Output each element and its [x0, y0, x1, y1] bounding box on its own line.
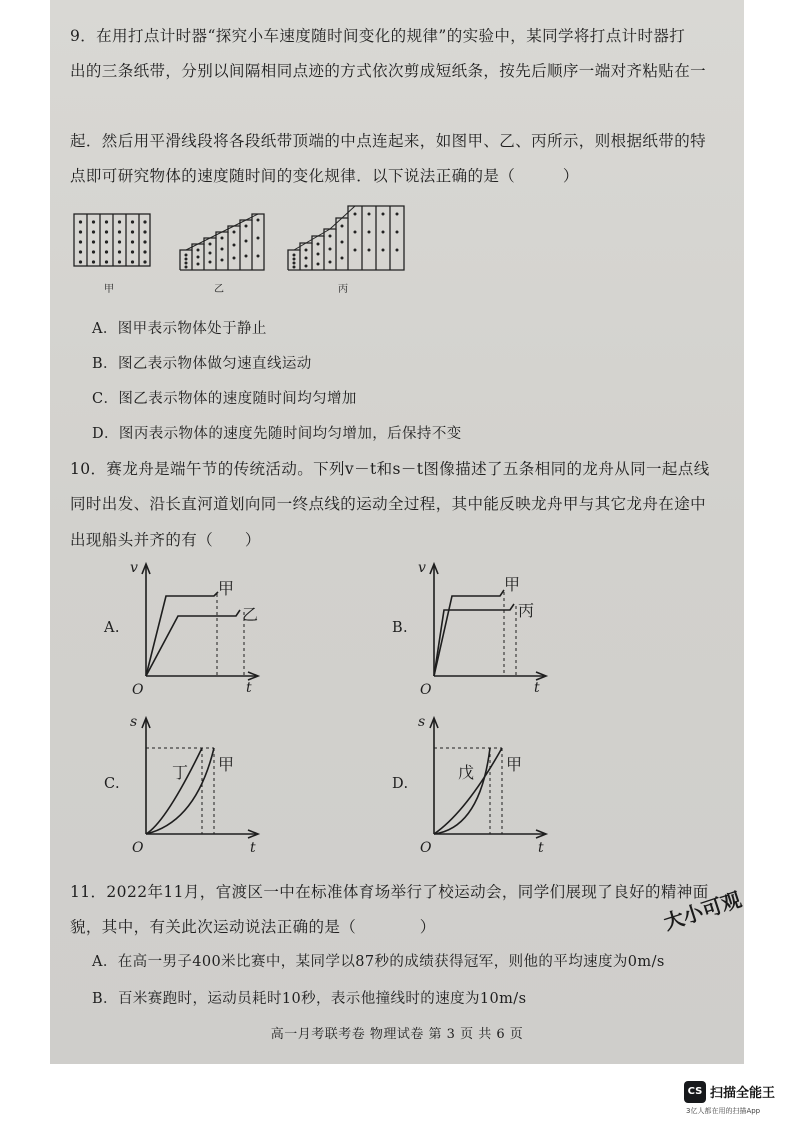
q9-line-3: 起．然后用平滑线段将各段纸带顶端的中点连起来，如图甲、乙、丙所示，则根据纸带的特 — [70, 132, 707, 150]
camscanner-name: 扫描全能王 — [710, 1086, 776, 1101]
graph-b-vt — [414, 558, 554, 698]
q10-line-3: 出现船头并齐的有（ ） — [70, 531, 261, 549]
graph-b-x-label: t — [534, 680, 540, 696]
q9-line-1: 9．在用打点计时器“探究小车速度随时间变化的规律”的实验中，某同学将打点计时器打 — [70, 27, 686, 45]
graph-d-curve-jia: 甲 — [506, 755, 523, 774]
graph-a-origin: O — [132, 682, 144, 698]
handwritten-note: 大小可观 — [660, 887, 745, 935]
graph-c-x-label: t — [250, 840, 256, 856]
graph-c-curve-ding: 丁 — [172, 763, 189, 782]
tape-dot — [131, 230, 134, 233]
paper-tape-figure-yi — [178, 208, 270, 272]
tape-dot — [131, 260, 134, 263]
tape-dot — [118, 240, 121, 243]
q11-line-2: 貌，其中，有关此次运动说法正确的是（ ） — [70, 918, 436, 936]
graph-a-y-label: v — [130, 560, 138, 576]
paper-tape-figure-jia — [72, 212, 156, 272]
tape-dot — [118, 260, 121, 263]
tape-dot — [79, 240, 82, 243]
graph-a-x-label: t — [246, 680, 252, 696]
tape-dot — [92, 230, 95, 233]
tape-dot — [92, 260, 95, 263]
q9-option-c: C．图乙表示物体的速度随时间均匀增加 — [92, 391, 357, 407]
tape-dot — [118, 250, 121, 253]
tape-dot — [143, 260, 146, 263]
q10-option-c-label: C. — [104, 776, 120, 792]
tape-dot — [143, 230, 146, 233]
q10-option-d-label: D. — [392, 776, 409, 792]
tape-dot — [92, 240, 95, 243]
graph-d-curve-wu: 戊 — [458, 763, 475, 782]
fig-label-jia: 甲 — [104, 284, 115, 295]
graph-d-x-label: t — [538, 840, 544, 856]
fig-label-yi: 乙 — [214, 284, 225, 295]
graph-a-curve-jia: 甲 — [218, 579, 235, 598]
q10-line-1: 10．赛龙舟是端午节的传统活动。下列v－t和s－t图像描述了五条相同的龙舟从同一起点线 — [70, 460, 710, 478]
camscanner-logo-icon: CS — [684, 1081, 706, 1103]
tape-dot — [143, 240, 146, 243]
camscanner-tagline: 3亿人都在用的扫描App — [686, 1107, 761, 1115]
q10-line-2: 同时出发、沿长直河道划向同一终点线的运动全过程，其中能反映龙舟甲与其它龙舟在途中 — [70, 495, 707, 513]
graph-c-origin: O — [132, 840, 144, 856]
graph-c-st — [126, 712, 266, 856]
q9-line-2: 出的三条纸带，分别以间隔相同点迹的方式依次剪成短纸条，按先后顺序一端对齐粘贴在一 — [70, 62, 707, 80]
page-footer: 高一月考联考卷 物理试卷 第 3 页 共 6 页 — [270, 1027, 524, 1042]
paper-tape-figure-bing — [286, 200, 410, 272]
q10-option-a-label: A. — [104, 620, 120, 636]
graph-d-origin: O — [420, 840, 432, 856]
q11-line-1: 11．2022年11月，官渡区一中在标准体育场举行了校运动会，同学们展现了良好的精神面 — [70, 883, 709, 901]
q9-option-a: A．图甲表示物体处于静止 — [92, 321, 267, 337]
tape-dot — [105, 240, 108, 243]
tape-dot — [105, 220, 108, 223]
graph-c-curve-jia: 甲 — [218, 755, 235, 774]
q11-option-b: B．百米赛跑时，运动员耗时10秒，表示他撞线时的速度为10m/s — [92, 991, 527, 1007]
fig-label-bing: 丙 — [338, 284, 349, 295]
tape-dot — [92, 250, 95, 253]
graph-d-y-label: s — [418, 714, 426, 730]
q11-option-a: A．在高一男子400米比赛中，某同学以87秒的成绩获得冠军，则他的平均速度为0m/s — [92, 954, 665, 970]
tape-dot — [118, 230, 121, 233]
tape-dot — [105, 260, 108, 263]
tape-dot — [143, 220, 146, 223]
graph-b-curve-bing: 丙 — [518, 601, 535, 620]
tape-dot — [79, 230, 82, 233]
tape-dot — [79, 220, 82, 223]
q9-option-d: D．图丙表示物体的速度先随时间均匀增加，后保持不变 — [92, 426, 462, 442]
tape-dot — [131, 250, 134, 253]
tape-dot — [131, 240, 134, 243]
tape-dot — [92, 220, 95, 223]
graph-c-y-label: s — [130, 714, 138, 730]
graph-b-y-label: v — [418, 560, 426, 576]
tape-dot — [143, 250, 146, 253]
graph-b-origin: O — [420, 682, 432, 698]
tape-dot — [118, 220, 121, 223]
graph-b-curve-jia: 甲 — [504, 575, 521, 594]
tape-dot — [105, 230, 108, 233]
q9-line-4: 点即可研究物体的速度随时间的变化规律．以下说法正确的是（ ） — [70, 167, 579, 185]
q10-option-b-label: B. — [392, 620, 409, 636]
graph-a-curve-yi: 乙 — [242, 605, 259, 624]
tape-dot — [79, 260, 82, 263]
q9-option-b: B．图乙表示物体做匀速直线运动 — [92, 356, 312, 372]
graph-d-st — [414, 712, 554, 856]
tape-dot — [79, 250, 82, 253]
graph-a-vt — [126, 558, 266, 698]
tape-dot — [105, 250, 108, 253]
tape-dot — [131, 220, 134, 223]
